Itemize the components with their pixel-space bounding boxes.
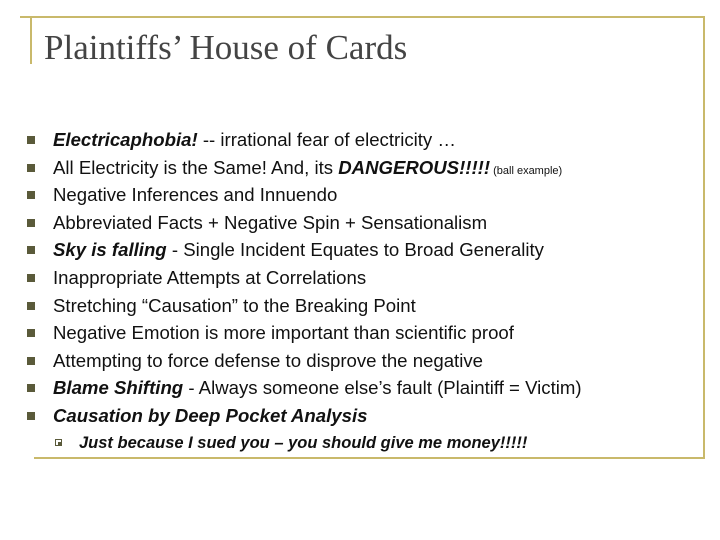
bullet-item [23,374,582,402]
bullet-item [23,209,582,237]
frame-bottom-rule [34,457,705,459]
sub-bullet-text: Just because I sued you – you should give me money!!!!! [79,434,528,452]
frame-left-rule [30,16,32,64]
square-bullet-icon [27,164,35,172]
bullet-text: Negative Emotion is more important than scientific proof [53,322,514,344]
bullet-note: (ball example) [490,164,563,177]
bullet-item [23,402,582,430]
square-bullet-icon [27,412,35,420]
bullet-item [23,319,582,347]
bullet-emphasis: Causation by Deep Pocket Analysis [53,404,368,426]
bullet-item [23,264,582,292]
bullet-text: Attempting to force defense to disprove the negative [53,349,483,371]
square-bullet-icon [27,191,35,199]
frame-top-rule [20,16,704,18]
bullet-text: Inappropriate Attempts at Correlations [53,266,367,288]
bullet-emphasis: Sky is falling [53,239,167,261]
square-bullet-icon [27,274,35,282]
bullet-text: All Electricity is the Same! And, its [53,156,339,178]
bullet-text: - Always someone else’s fault (Plaintiff = Victim) [183,377,582,399]
bullet-emphasis: Blame Shifting [53,377,184,399]
frame-right-rule [703,16,705,458]
bullet-text: Negative Inferences and Innuendo [53,184,338,206]
square-bullet-icon [27,357,35,365]
sub-bullet-item [55,432,527,454]
bullet-item [23,126,582,154]
slide-title: Plaintiffs’ House of Cards [44,28,408,67]
square-bullet-icon [27,329,35,337]
square-bullet-icon [27,384,35,392]
bullet-item [23,154,582,182]
square-bullet-icon [27,246,35,254]
bullet-item [23,181,582,209]
bullet-emphasis: DANGEROUS!!!!! [338,156,491,178]
bullet-item [23,236,582,264]
square-bullet-icon [27,219,35,227]
bullet-list [23,126,582,430]
bullet-text: Stretching “Causation” to the Breaking Point [53,294,416,316]
bullet-text: Abbreviated Facts + Negative Spin + Sensationalism [53,211,488,233]
square-bullet-icon [27,136,35,144]
bullet-text: -- irrational fear of electricity … [197,129,456,150]
bullet-text: - Single Incident Equates to Broad Generality [166,239,544,261]
bullet-emphasis: Electricaphobia! [53,129,198,150]
bullet-item [23,347,582,375]
square-bullet-icon [27,302,35,310]
hollow-square-bullet-icon [55,439,62,446]
bullet-item [23,292,582,320]
